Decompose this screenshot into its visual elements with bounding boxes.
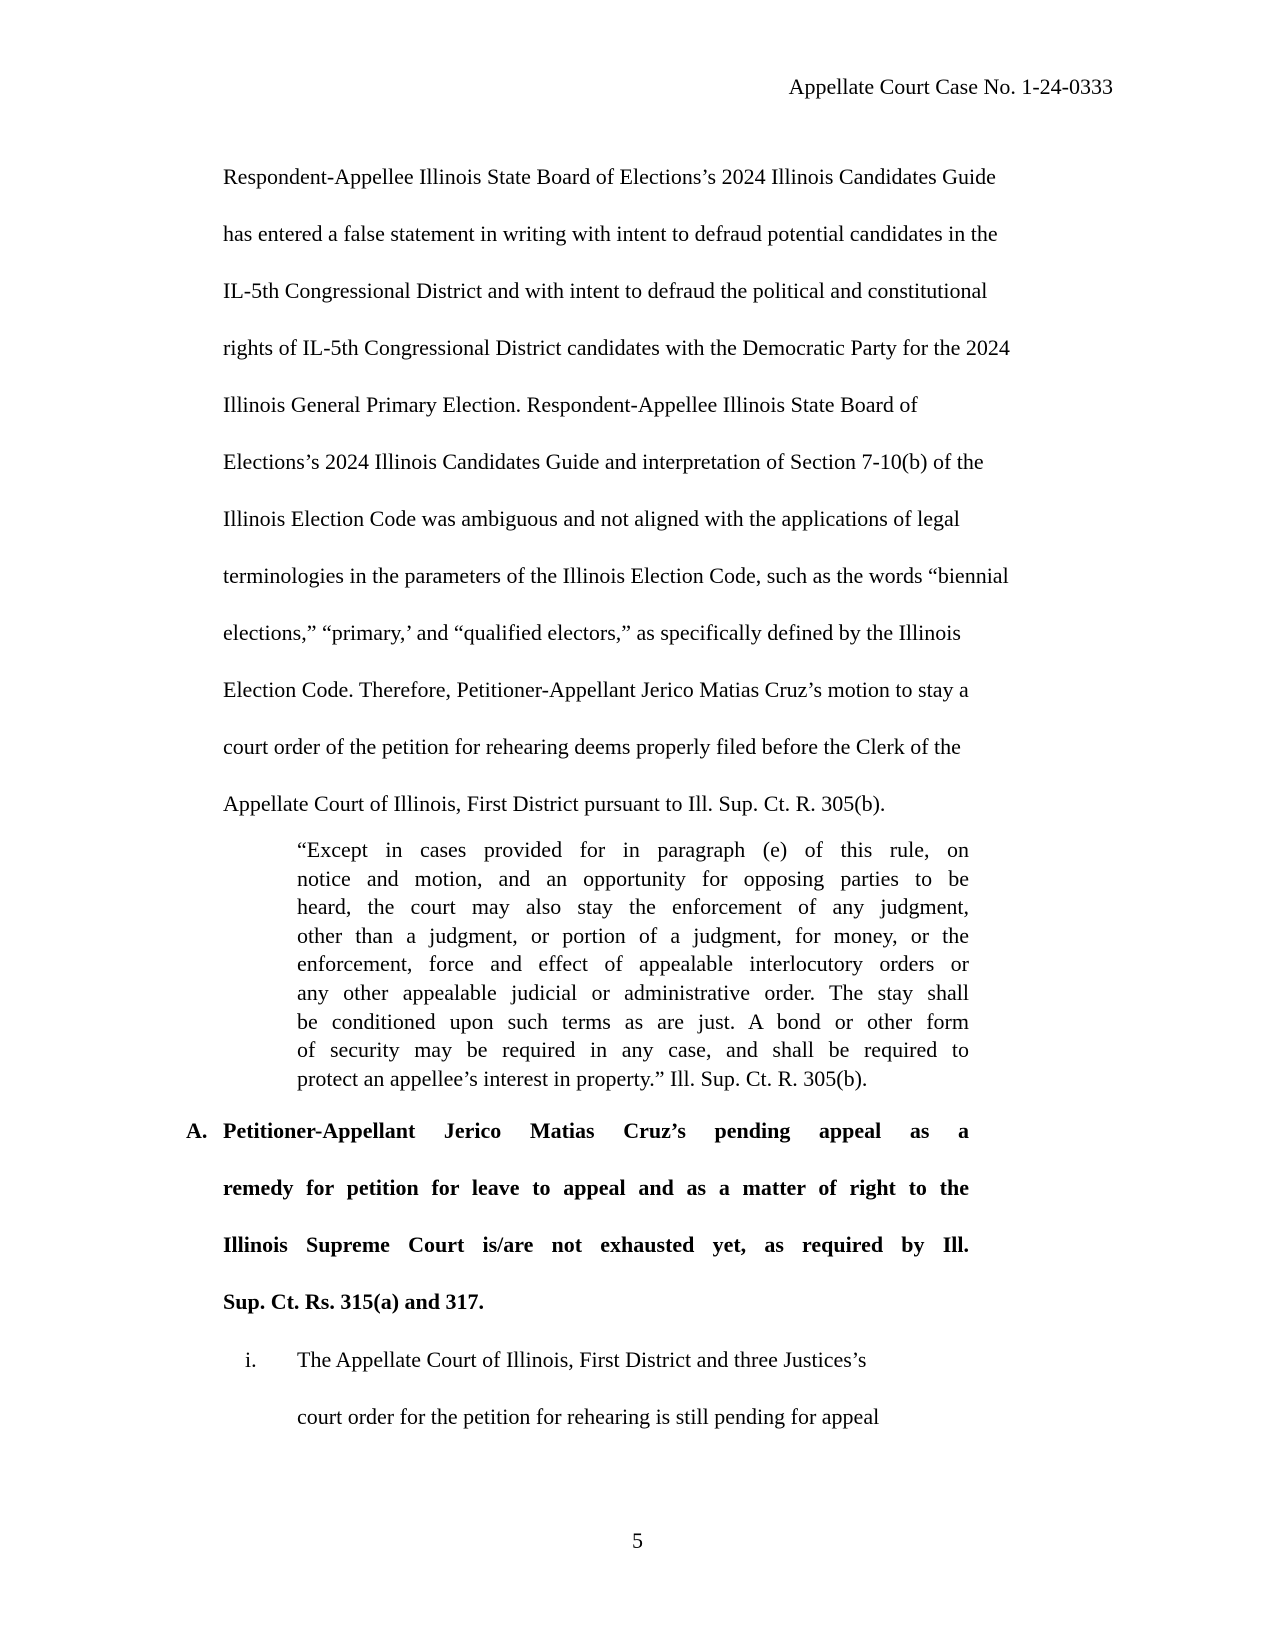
body-paragraph [223,148,1010,832]
quote-line: be conditioned upon such terms as are just. A bond or other form [297,1008,969,1034]
quote-line: heard, the court may also stay the enforcement of any judgment, [297,894,969,920]
body-line: Illinois General Primary Election. Respondent-Appellee Illinois State Board of [223,392,918,417]
body-line: Illinois Election Code was ambiguous and not aligned with the applications of legal [223,506,960,531]
quote-line: any other appealable judicial or administrative order. The stay shall [297,979,969,1005]
page-number: 5 [632,1528,643,1553]
section-heading-marker: A. [186,1118,208,1143]
body-line: has entered a false statement in writing with intent to defraud potential candidates in the [223,221,998,246]
quote-line: other than a judgment, or portion of a judgment, for money, or the [297,922,969,948]
quote-line: protect an appellee’s interest in property.” Ill. Sup. Ct. R. 305(b). [297,1065,868,1091]
body-line: Election Code. Therefore, Petitioner-Appellant Jerico Matias Cruz’s motion to stay a [223,677,969,702]
body-line: elections,” “primary,’ and “qualified electors,” as specifically defined by the Illinois [223,620,961,645]
quote-line: of security may be required in any case, and shall be required to [297,1037,969,1063]
quote-line: enforcement, force and effect of appealable interlocutory orders or [297,951,969,977]
section-heading-line: Sup. Ct. Rs. 315(a) and 317. [223,1289,484,1314]
section-heading-line: Petitioner-Appellant Jerico Matias Cruz’s pending appeal as a [223,1118,969,1143]
block-quote [297,836,969,1093]
body-line: terminologies in the parameters of the Illinois Election Code, such as the words “biennial [223,563,1009,588]
subsection-line: The Appellate Court of Illinois, First District and three Justices’s [297,1347,867,1372]
section-heading [223,1117,969,1345]
body-line: Respondent-Appellee Illinois State Board of Elections’s 2024 Illinois Candidates Guide [223,164,996,189]
quote-line: “Except in cases provided for in paragraph (e) of this rule, on [297,837,969,862]
subsection-line: court order for the petition for rehearing is still pending for appeal [297,1404,880,1429]
section-heading-line: Illinois Supreme Court is/are not exhausted yet, as required by Ill. [223,1232,969,1257]
body-line: Elections’s 2024 Illinois Candidates Guide and interpretation of Section 7-10(b) of the [223,449,984,474]
case-number-header: Appellate Court Case No. 1-24-0333 [788,74,1113,99]
body-line: rights of IL-5th Congressional District candidates with the Democratic Party for the 2024 [223,335,1010,360]
quote-line: notice and motion, and an opportunity for opposing parties to be [297,865,969,891]
body-line: court order of the petition for rehearing deems properly filed before the Clerk of the [223,734,961,759]
body-line: Appellate Court of Illinois, First District pursuant to Ill. Sup. Ct. R. 305(b). [223,791,886,816]
subsection-marker: i. [245,1347,257,1372]
subsection-text [297,1346,879,1460]
section-heading-line: remedy for petition for leave to appeal and as a matter of right to the [223,1175,969,1200]
body-line: IL-5th Congressional District and with intent to defraud the political and constitutional [223,278,988,303]
